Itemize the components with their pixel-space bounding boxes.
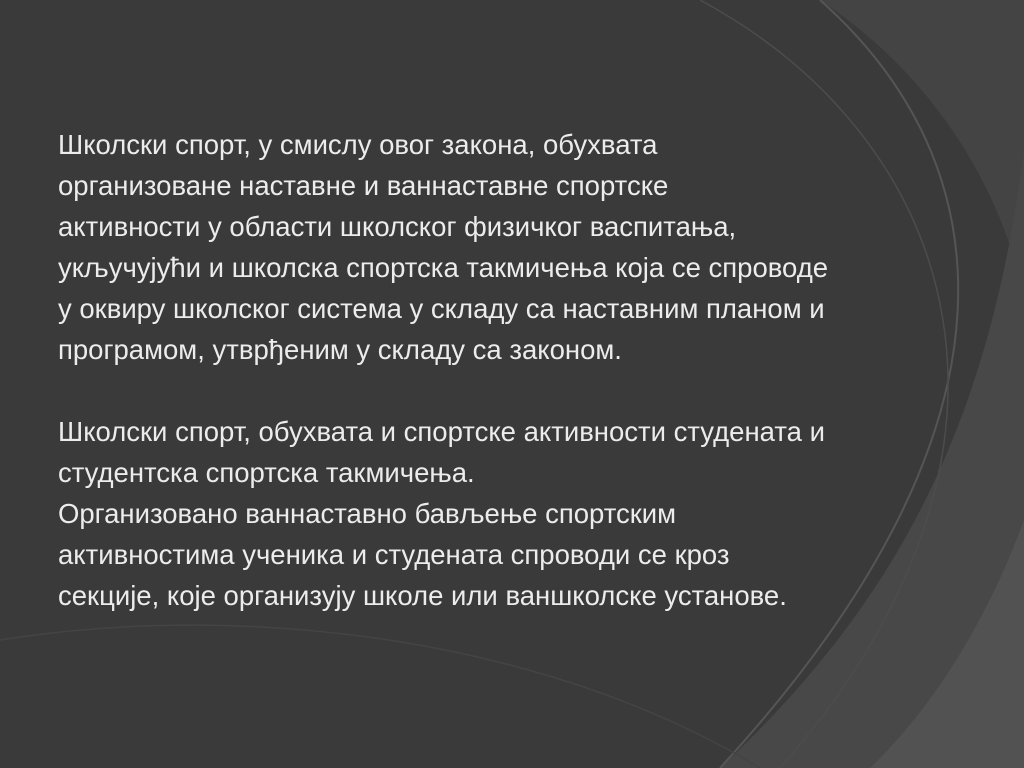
paragraph-2-line: Школски спорт, обухвата и спортске активности студената и [58,416,825,447]
paragraph-1-line: укључујући и школска спортска такмичења која се спроводе [58,252,829,283]
paragraph-3-line: активностима ученика и студената спроводи се кроз [58,539,730,570]
paragraph-1 [58,124,978,370]
paragraph-3-line: секције, које организују школе или ваншколске установе. [58,580,787,611]
paragraph-1-line: Школски спорт, у смислу овог закона, обухвата [58,129,658,160]
paragraph-2 [58,411,978,493]
paragraph-1-line: организоване наставне и ваннаставне спортске [58,170,669,201]
paragraph-1-line: активности у области школског физичког васпитања, [58,211,737,242]
slide-body-text [58,124,978,616]
paragraph-1-line: у оквиру школског система у складу са наставним планом и [58,293,825,324]
paragraph-gap [58,370,978,411]
paragraph-1-line: програмом, утврђеним у складу са законом. [58,334,622,365]
paragraph-3-line: Организовано ваннаставно бављење спортским [58,498,677,529]
paragraph-3 [58,493,978,616]
paragraph-2-line: студентска спортска такмичења. [58,457,475,488]
